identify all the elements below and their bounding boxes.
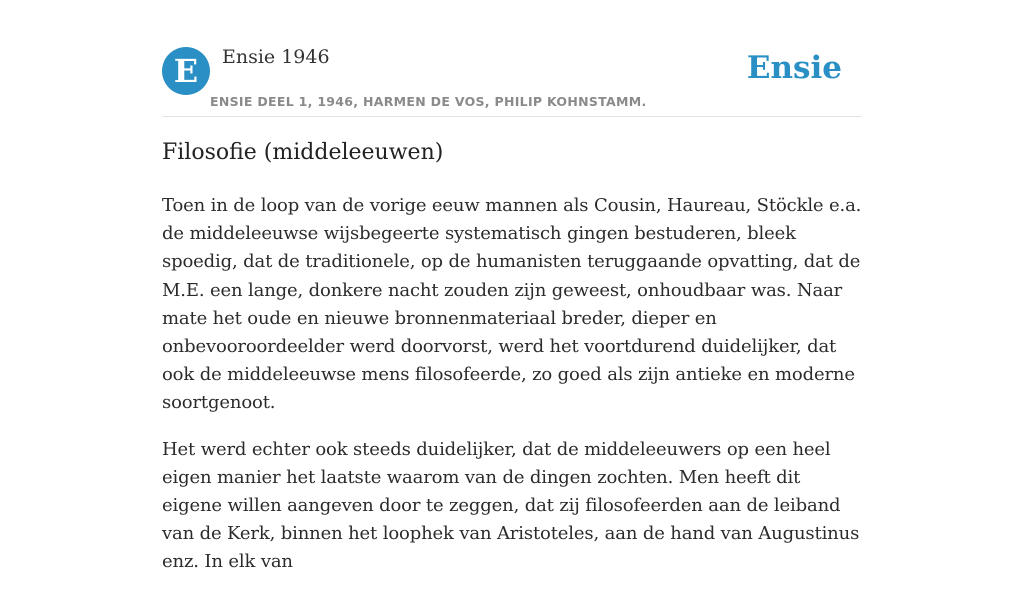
brand-logo[interactable]: Ensie	[746, 50, 842, 86]
ensie-logo-icon[interactable]: E	[162, 47, 210, 95]
book-title[interactable]: Ensie 1946	[222, 46, 330, 68]
article-title: Filosofie (middeleeuwen)	[162, 140, 444, 165]
book-meta: ENSIE DEEL 1, 1946, HARMEN DE VOS, PHILIP KOHNSTAMM.	[210, 94, 647, 109]
paragraph: Het werd echter ook steeds duidelijker, dat de middeleeuwers op een heel eigen manier het laatste waarom van de dingen zochten. Men heeft dit eigene willen aangeven door te zeggen, dat zij filosofeerden aan de leiband van de Kerk, binnen het loophek van Aristoteles, aan de hand van Augustinus enz. In elk van	[162, 438, 860, 573]
article-body	[162, 192, 862, 595]
paragraph: Toen in de loop van de vorige eeuw mannen als Cousin, Haureau, Stöckle e.a. de middeleeuwse wijsbegeerte systematisch gingen bestuderen, bleek spoedig, dat de traditionele, op de humanisten teruggaande opvatting, dat de M.E. een lange, donkere nacht zouden zijn geweest, onhoudbaar was. Naar mate het oude en nieuwe bronnenmateriaal breder, dieper en onbevooroordeelder werd doorvorst, werd het voortdurend duidelijker, dat ook de middeleeuwse mens filosofeerde, zo goed als zijn antieke en moderne soortgenoot.	[162, 195, 862, 414]
header	[162, 0, 862, 117]
